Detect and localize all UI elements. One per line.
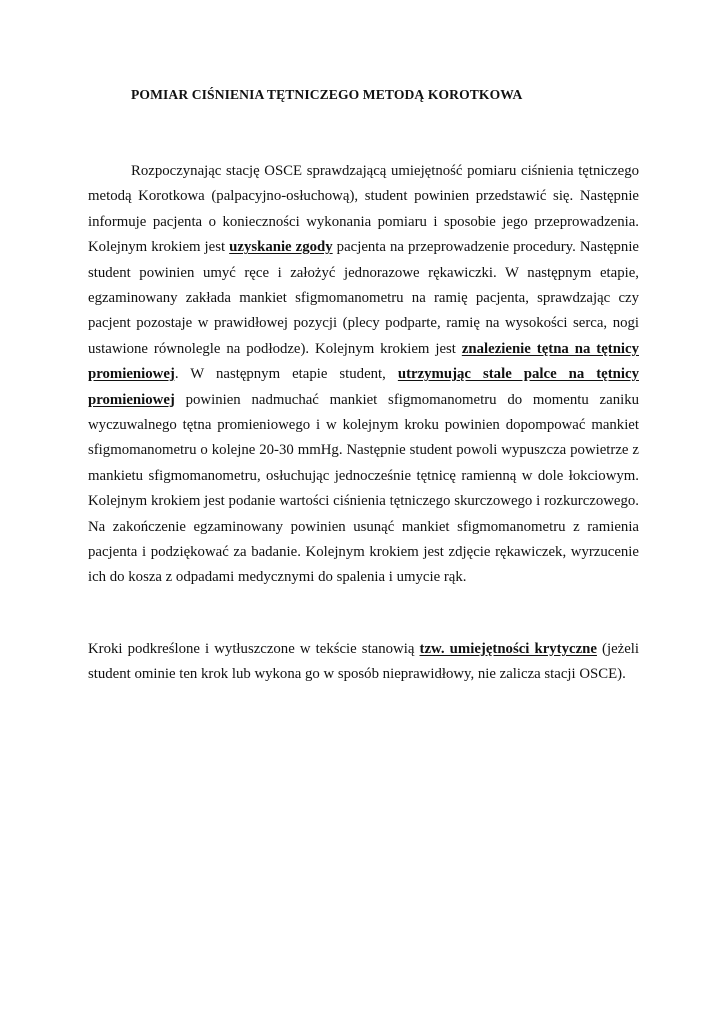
text-line (88, 665, 639, 683)
text-run: ich do kosza z odpadami medycznymi do spalenia i umycie rąk. (88, 569, 467, 586)
text-line (88, 467, 639, 485)
text-line (88, 568, 639, 586)
critical-step-text: tzw. umiejętności krytyczne (419, 641, 597, 657)
document-title: POMIAR CIŚNIENIA TĘTNICZEGO METODĄ KOROTKOWA (131, 87, 523, 102)
critical-step-text: znalezienie tętna na tętnicy (461, 340, 639, 357)
text-run: student powinien umyć ręce i założyć jednorazowe rękawiczki. W następnym etapie, (88, 264, 639, 281)
text-line (88, 289, 639, 307)
text-line (88, 492, 639, 510)
text-run: ustawione równolegle na podłodze). Kolejnym krokiem jest (88, 340, 462, 357)
text-run: student ominie ten krok lub wykona go w sposób nieprawidłowy, nie zalicza stacji OSCE). (88, 666, 626, 683)
text-run: sfigmomanometru o kolejne 20-30 mmHg. Następnie student powoli wypuszcza powietrze z (88, 442, 639, 459)
text-line (131, 162, 639, 180)
text-run: (jeżeli (596, 641, 640, 657)
text-line (88, 640, 639, 658)
text-run: Kroki podkreślone i wytłuszczone w tekście stanowią (88, 641, 420, 657)
critical-step-text: promieniowej (88, 366, 175, 383)
text-run: mankietu sfigmomanometru, osłuchując jednocześnie tętnicę ramienną w dole łokciowym. (88, 467, 639, 484)
text-line (88, 441, 639, 459)
text-line (88, 187, 639, 205)
text-run: Kolejnym krokiem jest podanie wartości ciśnienia tętniczego skurczowego i rozkurczowego. (88, 493, 639, 510)
text-line (88, 391, 639, 409)
text-line (88, 416, 639, 434)
text-run: pacjent pozostaje w prawidłowej pozycji (plecy podparte, ramię na wysokości serca, nogi (88, 315, 639, 332)
critical-step-text: promieniowej (88, 391, 175, 408)
text-line (88, 238, 639, 256)
text-run: Na zakończenie egzaminowany powinien usunąć mankiet sfigmomanometru z ramienia (88, 518, 639, 535)
text-run: wyczuwalnego tętna promieniowego i w kolejnym kroku powinien dopompować mankiet (88, 417, 639, 433)
text-line (88, 264, 639, 282)
critical-step-text: uzyskanie zgody (229, 239, 333, 256)
text-run: metodą Korotkowa (palpacyjno-osłuchową), student powinien przedstawić się. Następnie (88, 188, 639, 205)
text-line (88, 314, 639, 332)
critical-step-text: utrzymując stale palce na tętnicy (397, 366, 639, 383)
text-run: Kolejnym krokiem jest (88, 239, 230, 256)
text-run: . W następnym etapie student, (174, 366, 398, 383)
text-run: egzaminowany zakłada mankiet sfigmomanometru na ramię pacjenta, sprawdzając czy (88, 290, 639, 306)
text-run: pacjenta na przeprowadzenie procedury. Następnie (332, 239, 640, 256)
text-line (88, 365, 639, 383)
text-line (88, 543, 639, 561)
text-line (88, 518, 639, 536)
text-line (88, 213, 639, 231)
text-run: informuje pacjenta o konieczności wykonania pomiaru i sposobie jego przeprowadzenia. (88, 213, 639, 230)
text-run: powinien nadmuchać mankiet sfigmomanometru do momentu zaniku (174, 391, 639, 408)
text-run: Rozpoczynając stację OSCE sprawdzającą umiejętność pomiaru ciśnienia tętniczego (131, 163, 639, 179)
text-run: pacjenta i podziękować za badanie. Kolejnym krokiem jest zdjęcie rękawiczek, wyrzucenie (88, 544, 639, 560)
text-line (88, 340, 639, 358)
